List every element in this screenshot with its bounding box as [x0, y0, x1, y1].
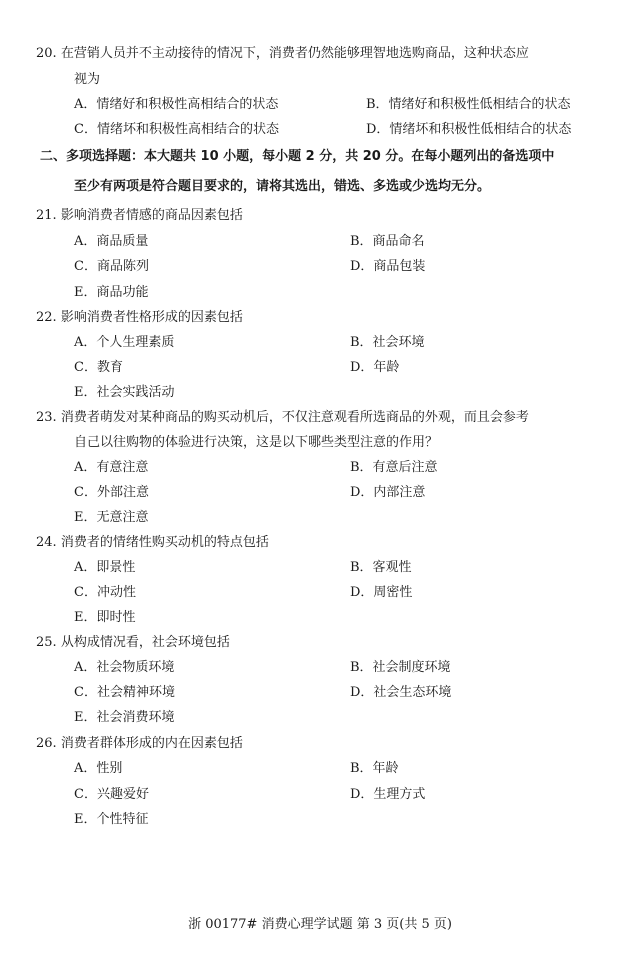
question-24-option-b: B．客观性: [350, 560, 412, 575]
question-22-stem: [36, 309, 243, 327]
question-20-option-b: B．情绪好和积极性低相结合的状态: [366, 97, 571, 112]
question-24-option-a: A．即景性: [74, 560, 136, 575]
question-number: 24.: [36, 535, 57, 550]
question-text: 消费者萌发对某种商品的购买动机后，不仅注意观看所选商品的外观，而且会参考: [60, 410, 529, 425]
question-number: 23.: [36, 410, 57, 425]
question-24-stem: [36, 534, 269, 552]
question-number: 20.: [36, 46, 57, 61]
question-number: 21.: [36, 208, 57, 223]
question-26-option-c: C．兴趣爱好: [74, 787, 149, 802]
question-21-option-b: B．商品命名: [350, 234, 425, 249]
question-number: 26.: [36, 736, 57, 751]
question-number: 25.: [36, 635, 57, 650]
section-2-instructions-line1: 二、多项选择题：本大题共 10 小题，每小题 2 分，共 20 分。在每小题列出的备选项中: [40, 149, 555, 164]
question-text: 消费者群体形成的内在因素包括: [60, 736, 243, 751]
question-26-option-d: D．生理方式: [350, 787, 426, 802]
question-23-option-c: C．外部注意: [74, 485, 149, 500]
question-25-option-e: E．社会消费环境: [74, 710, 175, 725]
question-22-option-b: B．社会环境: [350, 335, 425, 350]
question-23-option-e: E．无意注意: [74, 510, 149, 525]
question-20-option-a: A．情绪好和积极性高相结合的状态: [74, 97, 279, 112]
question-21-option-c: C．商品陈列: [74, 259, 149, 274]
page-footer: 浙 00177# 消费心理学试题 第 3 页(共 5 页): [188, 917, 452, 932]
question-21-stem: [36, 207, 243, 225]
question-23-option-b: B．有意后注意: [350, 460, 438, 475]
question-26-option-e: E．个性特征: [74, 812, 149, 827]
question-23-stem-line1: [36, 409, 529, 427]
question-24-option-e: E．即时性: [74, 610, 136, 625]
question-25-stem: [36, 634, 230, 652]
question-text: 影响消费者性格形成的因素包括: [60, 310, 243, 325]
question-23-stem-line2: 自己以往购物的体验进行决策，这是以下哪些类型注意的作用？: [74, 435, 439, 450]
question-20-stem-line1: [36, 45, 529, 63]
question-text: 从构成情况看，社会环境包括: [60, 635, 230, 650]
question-26-stem: [36, 735, 243, 753]
question-26-option-b: B．年龄: [350, 761, 399, 776]
question-22-option-c: C．教育: [74, 360, 123, 375]
question-21-option-e: E．商品功能: [74, 285, 149, 300]
question-20-option-c: C．情绪坏和积极性高相结合的状态: [74, 122, 279, 137]
question-21-option-a: A．商品质量: [74, 234, 149, 249]
question-20-stem-line2: 视为: [74, 72, 101, 87]
question-20-option-d: D．情绪坏和积极性低相结合的状态: [366, 122, 572, 137]
question-22-option-a: A．个人生理素质: [74, 335, 175, 350]
question-25-option-b: B．社会制度环境: [350, 660, 451, 675]
question-text: 在营销人员并不主动接待的情况下，消费者仍然能够理智地选购商品，这种状态应: [60, 46, 529, 61]
question-21-option-d: D．商品包装: [350, 259, 426, 274]
question-25-option-d: D．社会生态环境: [350, 685, 452, 700]
question-text: 影响消费者情感的商品因素包括: [60, 208, 243, 223]
question-26-option-a: A．性别: [74, 761, 123, 776]
question-23-option-a: A．有意注意: [74, 460, 149, 475]
question-25-option-a: A．社会物质环境: [74, 660, 175, 675]
question-number: 22.: [36, 310, 57, 325]
question-22-option-e: E．社会实践活动: [74, 385, 175, 400]
question-24-option-d: D．周密性: [350, 585, 413, 600]
question-24-option-c: C．冲动性: [74, 585, 136, 600]
question-25-option-c: C．社会精神环境: [74, 685, 175, 700]
question-23-option-d: D．内部注意: [350, 485, 426, 500]
question-22-option-d: D．年龄: [350, 360, 400, 375]
question-text: 消费者的情绪性购买动机的特点包括: [60, 535, 269, 550]
section-2-instructions-line2: 至少有两项是符合题目要求的，请将其选出，错选、多选或少选均无分。: [74, 179, 491, 194]
